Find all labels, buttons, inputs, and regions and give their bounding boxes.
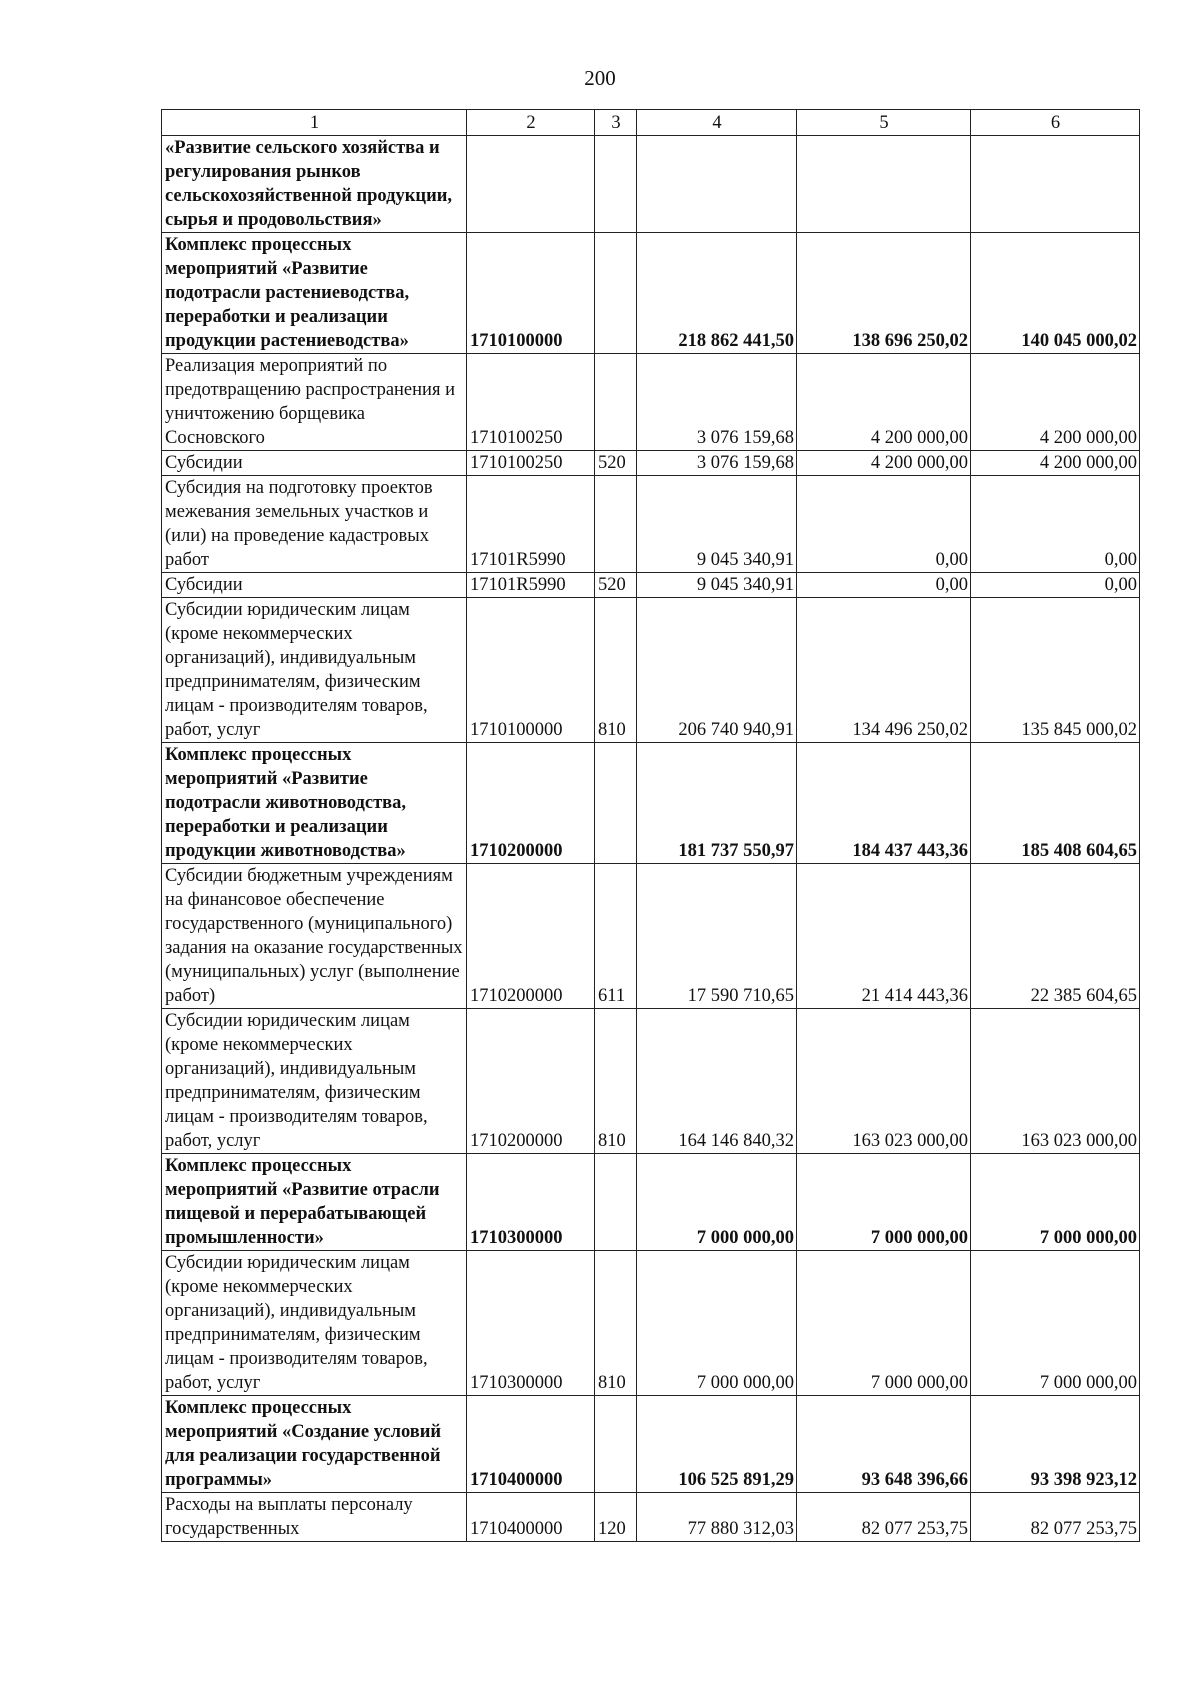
table-row <box>162 354 1140 451</box>
budget-table <box>161 109 1140 1542</box>
column-header: 5 <box>797 110 971 136</box>
expense-type-cell: 810 <box>595 1251 637 1396</box>
table-row <box>162 1154 1140 1251</box>
column-header: 1 <box>162 110 467 136</box>
table-row <box>162 1251 1140 1396</box>
page-number: 200 <box>584 66 616 90</box>
amount-col5-cell: 4 200 000,00 <box>797 451 971 476</box>
target-code-cell: 1710100000 <box>467 233 595 354</box>
target-code-cell: 1710200000 <box>467 1009 595 1154</box>
amount-col4-cell: 7 000 000,00 <box>637 1251 797 1396</box>
amount-col6-cell: 0,00 <box>971 573 1140 598</box>
row-name-cell: Субсидии юридическим лицам (кроме некоммерческих организаций), индивидуальным предпринимателям, физическим лицам - производителям товаров, работ, услуг <box>162 1251 467 1396</box>
expense-type-cell <box>595 743 637 864</box>
row-name-cell: Субсидии бюджетным учреждениям на финансовое обеспечение государственного (муниципального) задания на оказание государственных (муниципальных) услуг (выполнение работ) <box>162 864 467 1009</box>
row-name-cell: Субсидии юридическим лицам (кроме некоммерческих организаций), индивидуальным предпринимателям, физическим лицам - производителям товаров, работ, услуг <box>162 598 467 743</box>
amount-col5-cell: 7 000 000,00 <box>797 1251 971 1396</box>
amount-col5-cell: 184 437 443,36 <box>797 743 971 864</box>
amount-col6-cell: 7 000 000,00 <box>971 1251 1140 1396</box>
target-code-cell: 1710300000 <box>467 1154 595 1251</box>
amount-col5-cell: 7 000 000,00 <box>797 1154 971 1251</box>
amount-col4-cell: 106 525 891,29 <box>637 1396 797 1493</box>
amount-col6-cell: 163 023 000,00 <box>971 1009 1140 1154</box>
amount-col5-cell: 134 496 250,02 <box>797 598 971 743</box>
target-code-cell: 1710100250 <box>467 354 595 451</box>
row-name-cell: Комплекс процессных мероприятий «Создание условий для реализации государственной программы» <box>162 1396 467 1493</box>
target-code-cell: 1710100000 <box>467 598 595 743</box>
expense-type-cell <box>595 233 637 354</box>
row-name-cell: Реализация мероприятий по предотвращению распространения и уничтожению борщевика Сосновского <box>162 354 467 451</box>
amount-col5-cell <box>797 136 971 233</box>
amount-col4-cell: 3 076 159,68 <box>637 354 797 451</box>
table-row <box>162 233 1140 354</box>
table-row <box>162 476 1140 573</box>
expense-type-cell: 611 <box>595 864 637 1009</box>
amount-col5-cell: 163 023 000,00 <box>797 1009 971 1154</box>
expense-type-cell: 520 <box>595 451 637 476</box>
target-code-cell: 1710200000 <box>467 743 595 864</box>
target-code-cell: 1710400000 <box>467 1493 595 1542</box>
expense-type-cell: 120 <box>595 1493 637 1542</box>
amount-col5-cell: 93 648 396,66 <box>797 1396 971 1493</box>
table-row <box>162 573 1140 598</box>
expense-type-cell <box>595 136 637 233</box>
amount-col4-cell: 9 045 340,91 <box>637 476 797 573</box>
expense-type-cell <box>595 476 637 573</box>
amount-col6-cell: 135 845 000,02 <box>971 598 1140 743</box>
row-name-cell: Субсидии <box>162 573 467 598</box>
target-code-cell: 1710300000 <box>467 1251 595 1396</box>
amount-col5-cell: 21 414 443,36 <box>797 864 971 1009</box>
expense-type-cell <box>595 1154 637 1251</box>
expense-type-cell: 520 <box>595 573 637 598</box>
column-header: 3 <box>595 110 637 136</box>
amount-col4-cell: 181 737 550,97 <box>637 743 797 864</box>
amount-col5-cell: 82 077 253,75 <box>797 1493 971 1542</box>
amount-col5-cell: 0,00 <box>797 476 971 573</box>
amount-col6-cell: 93 398 923,12 <box>971 1396 1140 1493</box>
target-code-cell: 17101R5990 <box>467 573 595 598</box>
table-header-row <box>162 110 1140 136</box>
table-row <box>162 1396 1140 1493</box>
target-code-cell: 1710200000 <box>467 864 595 1009</box>
row-name-cell: Субсидии <box>162 451 467 476</box>
table-row <box>162 451 1140 476</box>
expense-type-cell: 810 <box>595 1009 637 1154</box>
amount-col6-cell: 22 385 604,65 <box>971 864 1140 1009</box>
amount-col4-cell <box>637 136 797 233</box>
table-row <box>162 864 1140 1009</box>
amount-col6-cell: 140 045 000,02 <box>971 233 1140 354</box>
expense-type-cell <box>595 1396 637 1493</box>
amount-col6-cell <box>971 136 1140 233</box>
amount-col4-cell: 17 590 710,65 <box>637 864 797 1009</box>
table-row <box>162 598 1140 743</box>
table-row <box>162 743 1140 864</box>
amount-col4-cell: 77 880 312,03 <box>637 1493 797 1542</box>
row-name-cell: Субсидия на подготовку проектов межевания земельных участков и (или) на проведение кадастровых работ <box>162 476 467 573</box>
amount-col5-cell: 0,00 <box>797 573 971 598</box>
target-code-cell: 1710400000 <box>467 1396 595 1493</box>
column-header: 4 <box>637 110 797 136</box>
amount-col6-cell: 4 200 000,00 <box>971 354 1140 451</box>
amount-col4-cell: 3 076 159,68 <box>637 451 797 476</box>
target-code-cell <box>467 136 595 233</box>
amount-col4-cell: 9 045 340,91 <box>637 573 797 598</box>
expense-type-cell <box>595 354 637 451</box>
table-row <box>162 1493 1140 1542</box>
amount-col5-cell: 4 200 000,00 <box>797 354 971 451</box>
row-name-cell: Комплекс процессных мероприятий «Развитие подотрасли растениеводства, переработки и реализации продукции растениеводства» <box>162 233 467 354</box>
amount-col4-cell: 164 146 840,32 <box>637 1009 797 1154</box>
row-name-cell: Комплекс процессных мероприятий «Развитие отрасли пищевой и перерабатывающей промышленности» <box>162 1154 467 1251</box>
column-header: 6 <box>971 110 1140 136</box>
amount-col6-cell: 185 408 604,65 <box>971 743 1140 864</box>
table-row <box>162 136 1140 233</box>
row-name-cell: Субсидии юридическим лицам (кроме некоммерческих организаций), индивидуальным предпринимателям, физическим лицам - производителям товаров, работ, услуг <box>162 1009 467 1154</box>
amount-col4-cell: 206 740 940,91 <box>637 598 797 743</box>
table-body <box>162 110 1140 1542</box>
row-name-cell: «Развитие сельского хозяйства и регулирования рынков сельскохозяйственной продукции, сырья и продовольствия» <box>162 136 467 233</box>
expense-type-cell: 810 <box>595 598 637 743</box>
column-header: 2 <box>467 110 595 136</box>
amount-col5-cell: 138 696 250,02 <box>797 233 971 354</box>
amount-col4-cell: 218 862 441,50 <box>637 233 797 354</box>
amount-col6-cell: 82 077 253,75 <box>971 1493 1140 1542</box>
row-name-cell: Расходы на выплаты персоналу государственных <box>162 1493 467 1542</box>
amount-col4-cell: 7 000 000,00 <box>637 1154 797 1251</box>
amount-col6-cell: 4 200 000,00 <box>971 451 1140 476</box>
target-code-cell: 1710100250 <box>467 451 595 476</box>
table-row <box>162 1009 1140 1154</box>
target-code-cell: 17101R5990 <box>467 476 595 573</box>
amount-col6-cell: 0,00 <box>971 476 1140 573</box>
row-name-cell: Комплекс процессных мероприятий «Развитие подотрасли животноводства, переработки и реализации продукции животноводства» <box>162 743 467 864</box>
amount-col6-cell: 7 000 000,00 <box>971 1154 1140 1251</box>
